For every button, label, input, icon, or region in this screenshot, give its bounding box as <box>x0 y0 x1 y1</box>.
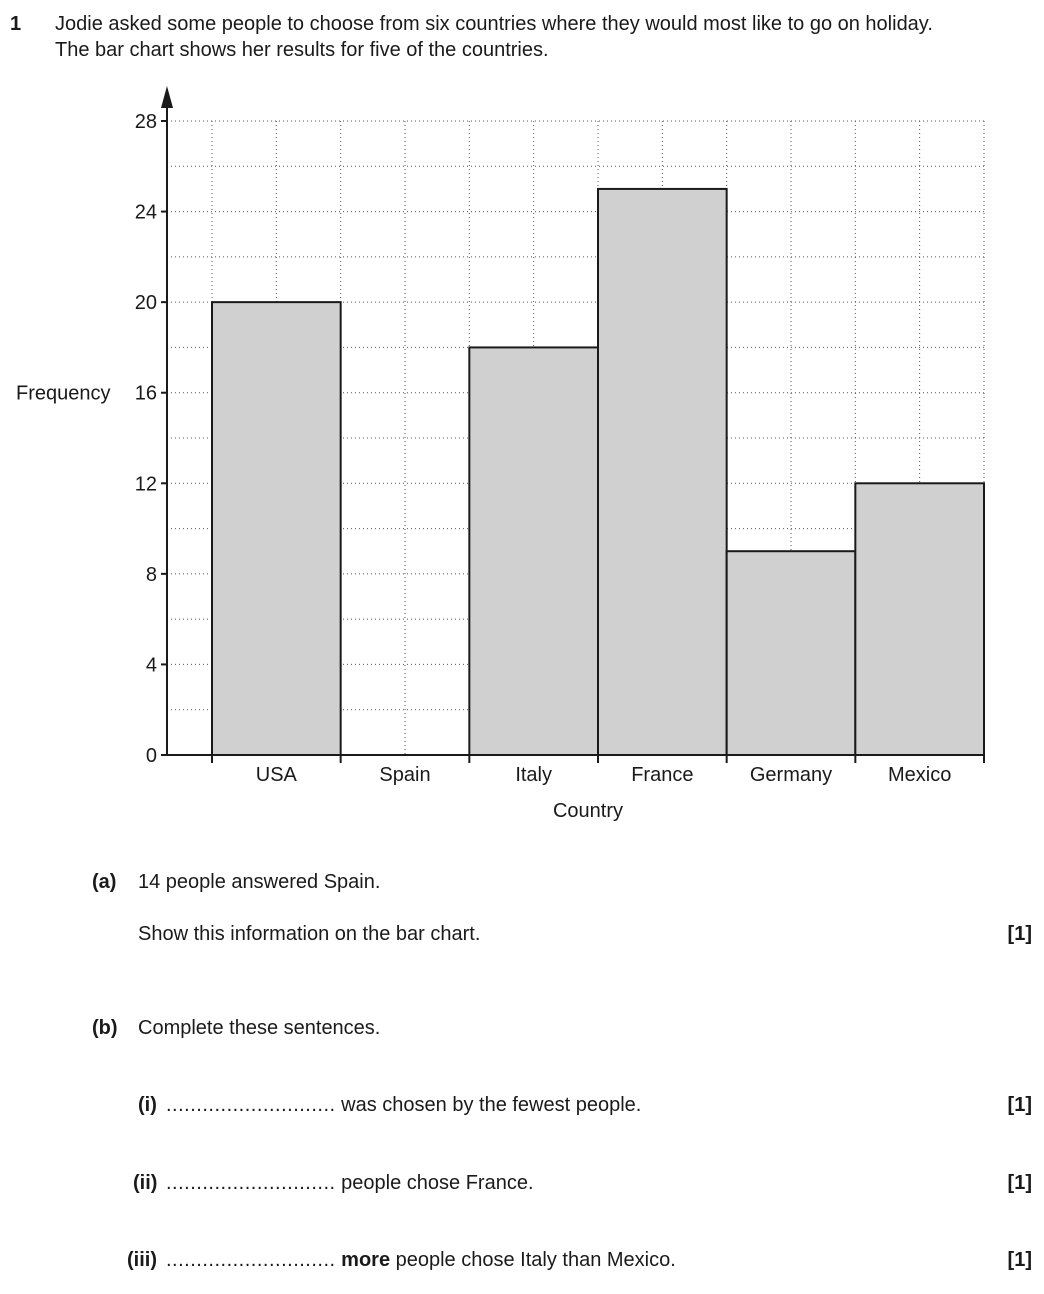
part-b-ii-sentence <box>166 1172 534 1195</box>
x-tick-label-france: France <box>631 764 694 786</box>
question-intro-line-1: Jodie asked some people to choose from six countries where they would most like to go on holiday. <box>55 13 933 35</box>
answer-blank-i[interactable]: ............................ <box>166 1094 336 1116</box>
x-tick-label-italy: Italy <box>515 764 553 786</box>
chart-bars <box>212 189 984 755</box>
y-tick-label: 20 <box>134 292 157 315</box>
x-axis-label: Country <box>552 800 624 822</box>
x-tick-label-mexico: Mexico <box>887 764 952 786</box>
part-b-iii-marks: [1] <box>1007 1249 1032 1271</box>
y-tick-label: 28 <box>134 111 157 133</box>
part-b-label: (b) <box>92 1017 118 1039</box>
part-b-ii-text: people chose France. <box>341 1172 534 1194</box>
question-intro-line-2: The bar chart shows her results for five of the countries. <box>55 39 549 61</box>
part-b-i-sentence <box>166 1094 641 1117</box>
y-tick-label: 8 <box>145 563 157 586</box>
answer-blank-iii[interactable]: ............................ <box>166 1249 336 1271</box>
x-tick-label-germany: Germany <box>749 764 833 786</box>
part-a-label: (a) <box>92 871 117 893</box>
bar-mexico <box>855 483 984 755</box>
part-b-i-marks: [1] <box>1007 1094 1032 1116</box>
part-a-marks: [1] <box>1007 923 1032 945</box>
y-tick-label: 24 <box>134 201 157 224</box>
bar-germany <box>727 551 856 755</box>
part-b-i-text: was chosen by the fewest people. <box>341 1094 642 1116</box>
part-b-iii-label: (iii) <box>127 1249 157 1271</box>
bar-usa <box>212 302 341 755</box>
part-a-line-1: 14 people answered Spain. <box>138 871 381 893</box>
part-b-i-label: (i) <box>138 1094 157 1116</box>
part-b-iii-bold-word: more <box>341 1249 391 1271</box>
y-tick-label: 4 <box>145 654 157 677</box>
x-tick-label-usa: USA <box>255 764 297 786</box>
question-number: 1 <box>10 13 22 35</box>
bar-chart <box>0 80 1044 840</box>
part-b-instruction: Complete these sentences. <box>138 1017 381 1039</box>
y-tick-label: 16 <box>134 382 157 405</box>
y-axis-arrow-icon <box>161 86 173 108</box>
y-tick-label: 0 <box>145 745 157 767</box>
y-tick-label: 12 <box>134 473 157 496</box>
bar-italy <box>469 347 598 755</box>
x-tick-label-spain: Spain <box>379 764 431 786</box>
answer-blank-ii[interactable]: ............................ <box>166 1172 336 1194</box>
part-a-line-2: Show this information on the bar chart. <box>138 923 481 945</box>
part-b-ii-label: (ii) <box>133 1172 158 1194</box>
part-b-iii-text: people chose Italy than Mexico. <box>395 1249 676 1271</box>
part-b-ii-marks: [1] <box>1007 1172 1032 1194</box>
part-b-iii-sentence <box>166 1249 676 1272</box>
y-axis-label: Frequency <box>16 382 111 405</box>
bar-france <box>598 189 727 755</box>
